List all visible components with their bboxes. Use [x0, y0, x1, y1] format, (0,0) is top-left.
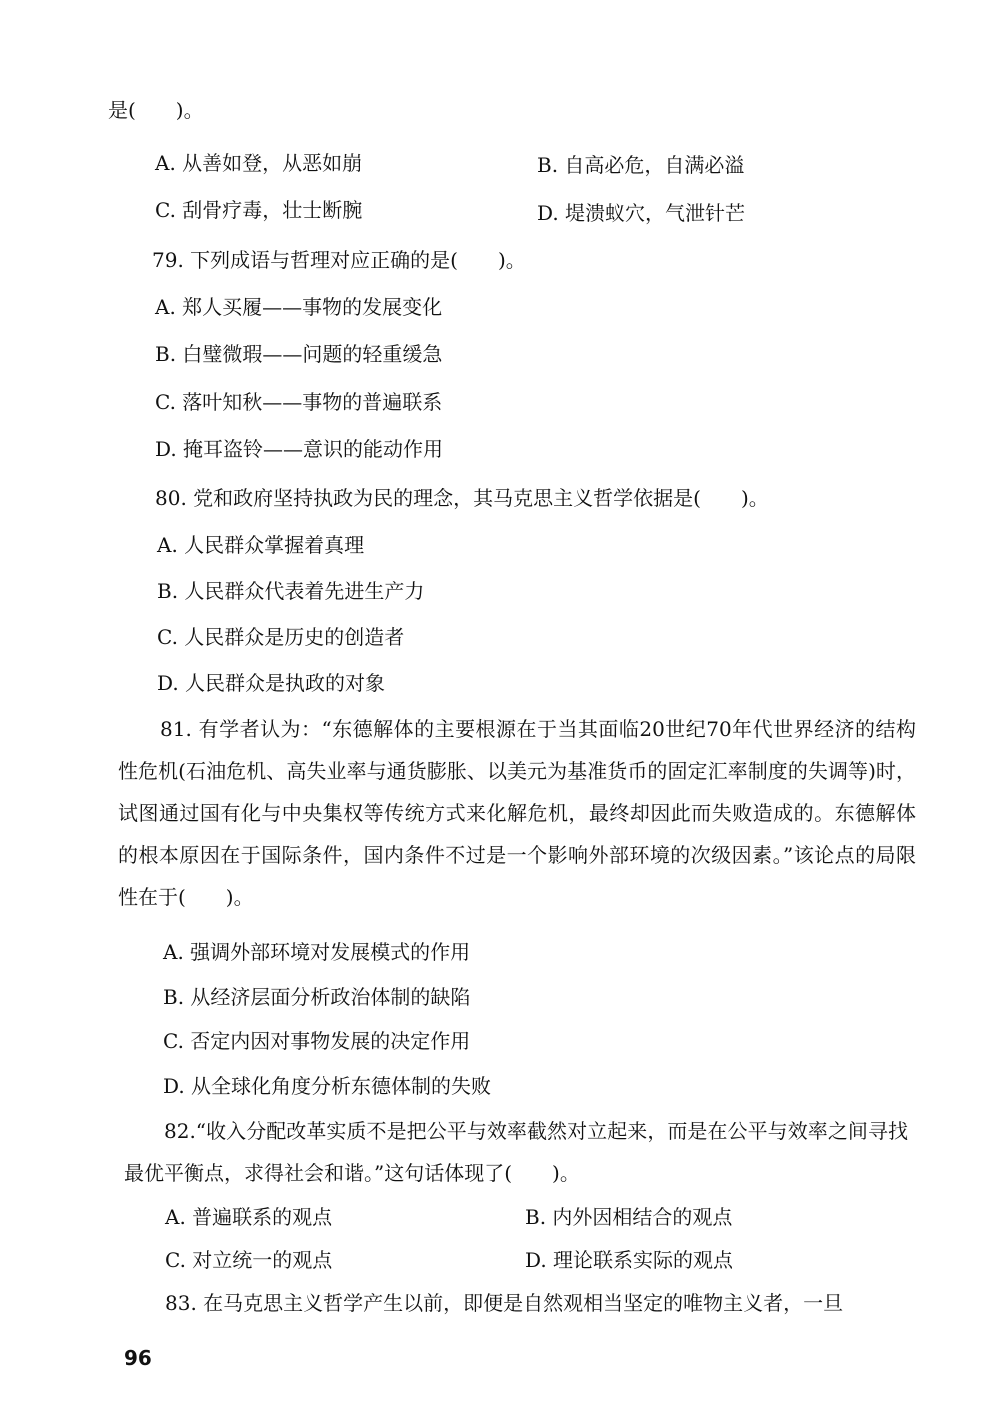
question-79-stem: 79. 下列成语与哲理对应正确的是( )。: [152, 248, 526, 272]
prev-option-a: A. 从善如登，从恶如崩: [155, 151, 363, 175]
question-82-option-b: B. 内外因相结合的观点: [525, 1205, 733, 1229]
prev-option-d: D. 堤溃蚁穴，气泄针芒: [537, 201, 746, 225]
question-80-option-d: D. 人民群众是执政的对象: [157, 671, 386, 695]
question-83-stem: 83. 在马克思主义哲学产生以前，即便是自然观相当坚定的唯物主义者，一旦: [165, 1291, 844, 1315]
prev-option-c: C. 刮骨疗毒，壮士断腕: [155, 198, 363, 222]
question-81-option-a: A. 强调外部环境对发展模式的作用: [163, 940, 471, 964]
question-80-option-b: B. 人民群众代表着先进生产力: [157, 579, 425, 603]
question-79-option-a: A. 郑人买履——事物的发展变化: [155, 295, 443, 319]
question-79-option-c: C. 落叶知秋——事物的普遍联系: [155, 390, 443, 414]
prev-question-tail: 是( )。: [108, 98, 204, 122]
question-82-option-c: C. 对立统一的观点: [165, 1248, 333, 1272]
question-81-option-d: D. 从全球化角度分析东德体制的失败: [163, 1074, 492, 1098]
question-82-option-a: A. 普遍联系的观点: [165, 1205, 333, 1229]
question-81-option-b: B. 从经济层面分析政治体制的缺陷: [163, 985, 471, 1009]
page-number: 96: [124, 1346, 152, 1370]
question-79-option-d: D. 掩耳盗铃——意识的能动作用: [155, 437, 444, 461]
question-81-stem: 81. 有学者认为：“东德解体的主要根源在于当其面临20世纪70年代世界经济的结构性危机(石油危机、高失业率与通货膨胀、以美元为基准货币的固定汇率制度的失调等)时，试图通过国有化与中央集权等传统方式来化解危机，最终却因此而失败造成的。东德解体的根本原因在于国际条件，国内条件不过是一个影响外部环境的次级因素。”该论点的局限性在于( )。: [118, 717, 916, 909]
question-81-option-c: C. 否定内因对事物发展的决定作用: [163, 1029, 471, 1053]
question-80-option-a: A. 人民群众掌握着真理: [157, 533, 365, 557]
question-80-stem: 80. 党和政府坚持执政为民的理念，其马克思主义哲学依据是( )。: [155, 486, 769, 510]
question-82-option-d: D. 理论联系实际的观点: [525, 1248, 734, 1272]
question-79-option-b: B. 白璧微瑕——问题的轻重缓急: [155, 342, 443, 366]
question-82-stem: 82.“收入分配改革实质不是把公平与效率截然对立起来，而是在公平与效率之间寻找最优平衡点，求得社会和谐。”这句话体现了( )。: [124, 1119, 908, 1185]
question-80-option-c: C. 人民群众是历史的创造者: [157, 625, 405, 649]
prev-option-b: B. 自高必危，自满必溢: [537, 153, 745, 177]
